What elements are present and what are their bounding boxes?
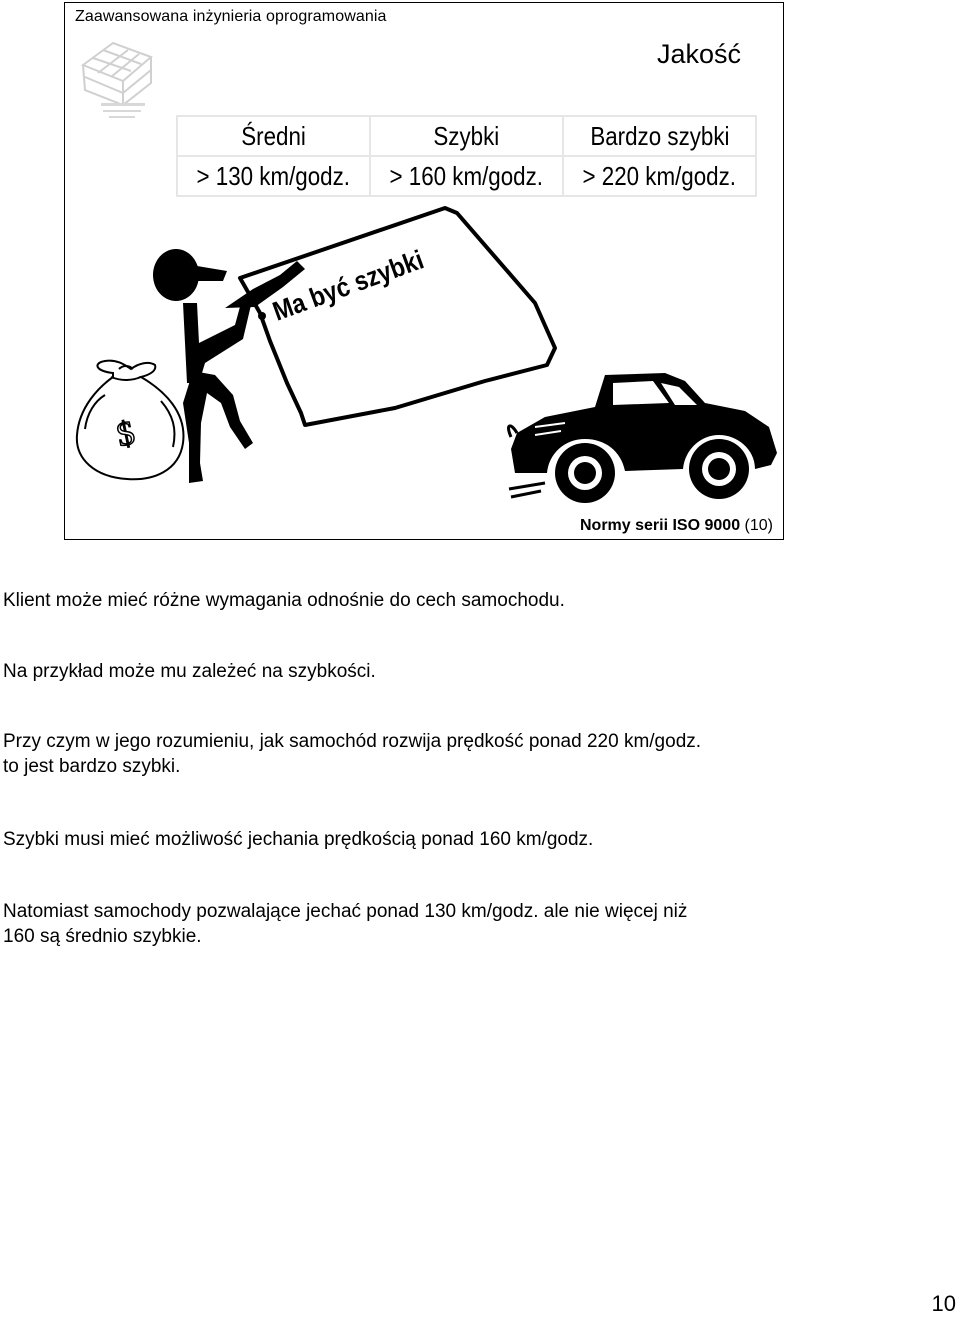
footer-slide-number: (10) (744, 517, 773, 534)
paragraph: Na przykład może mu zależeć na szybkości. (3, 661, 376, 682)
paragraph-line: Przy czym w jego rozumieniu, jak samochód rozwija prędkość ponad 220 km/godz. (3, 731, 702, 752)
course-title: Zaawansowana inżynieria oprogramowania (75, 8, 387, 25)
money-bag-icon (77, 361, 184, 480)
paragraph-line: to jest bardzo szybki. (3, 756, 181, 777)
paragraph (3, 899, 687, 949)
table-header-cell: Średni (178, 117, 369, 155)
paragraph-line: Natomiast samochody pozwalające jechać ponad 130 km/godz. ale nie więcej niż (3, 901, 688, 922)
table-header-cell: Szybki (371, 117, 562, 155)
table-cell: > 130 km/godz. (178, 157, 369, 195)
table-cell: > 160 km/godz. (371, 157, 562, 195)
vintage-car-icon (509, 373, 777, 503)
slide-frame (64, 2, 784, 540)
sign-board (240, 208, 555, 425)
page-number: 10 (931, 1291, 956, 1316)
table-cell: > 220 km/godz. (564, 157, 755, 195)
footer-standard-name: Normy serii ISO 9000 (580, 517, 741, 534)
slide-title: Jakość (656, 39, 741, 69)
paragraph: Szybki musi mieć możliwość jechania prędkością ponad 160 km/godz. (3, 829, 594, 850)
table-header-cell: Bardzo szybki (564, 117, 755, 155)
paragraph (3, 729, 701, 779)
paragraph-line: 160 są średnio szybkie. (3, 926, 202, 947)
paragraph: Klient może mieć różne wymagania odnośnie do cech samochodu. (3, 590, 565, 611)
sign-text: Ma być szybki (268, 236, 450, 327)
dollar-sign: $ (113, 414, 138, 455)
cartoon-illustration (65, 3, 784, 540)
slide-footer (580, 517, 773, 535)
